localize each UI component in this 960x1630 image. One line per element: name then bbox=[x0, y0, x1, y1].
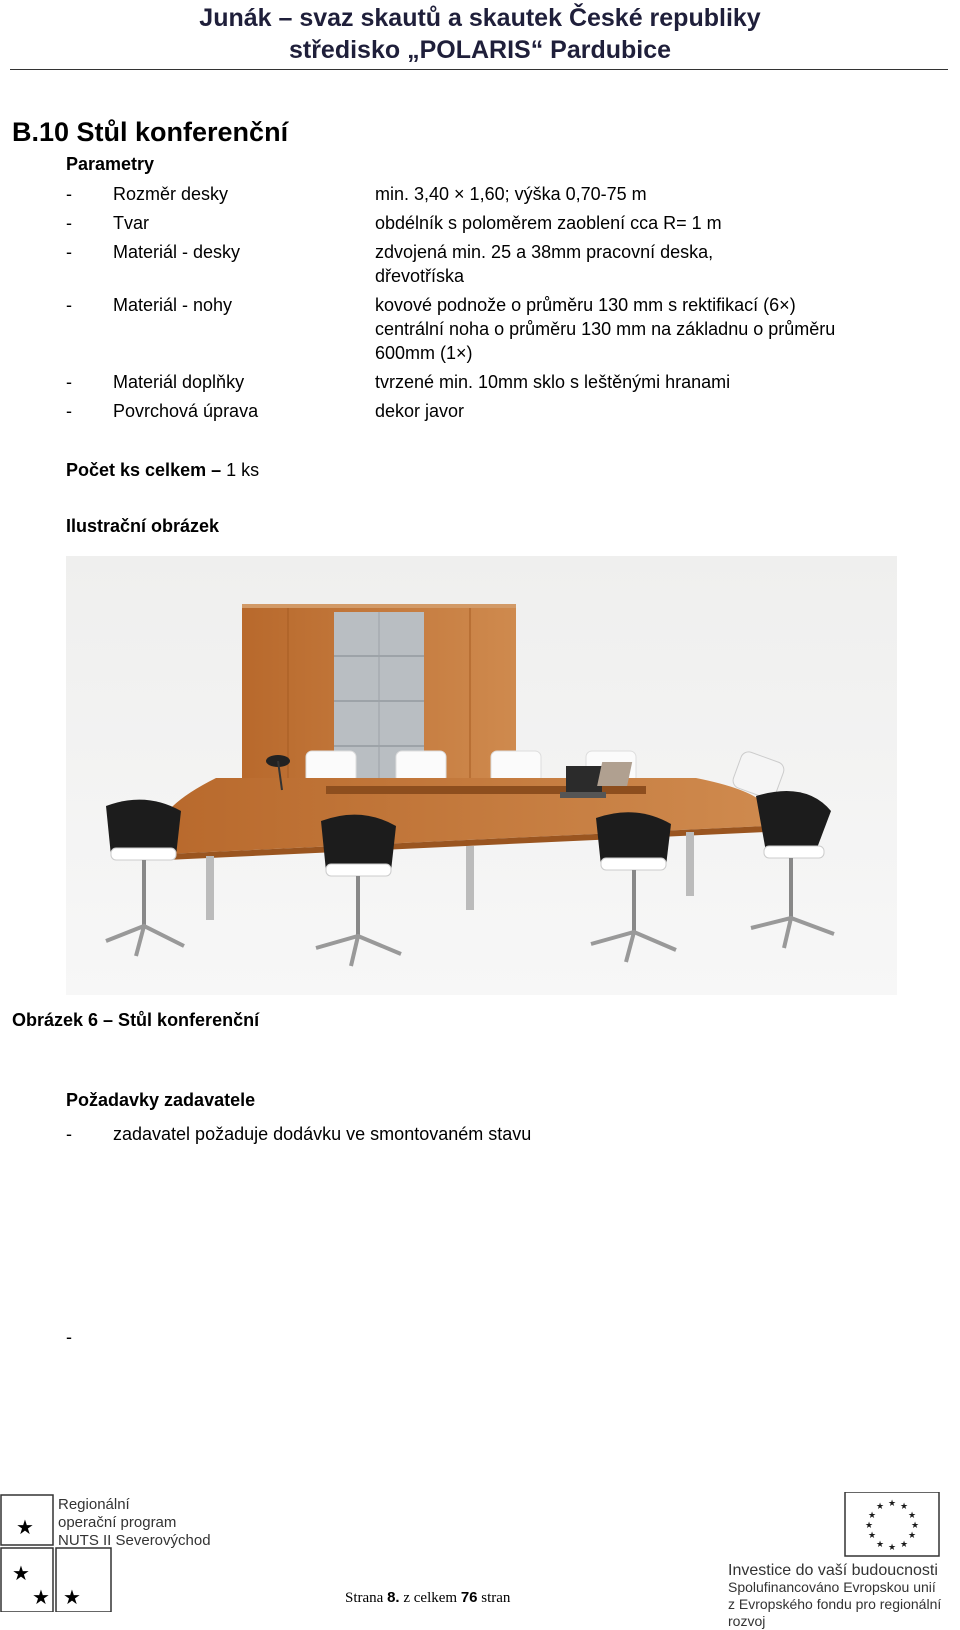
svg-text:★: ★ bbox=[12, 1561, 30, 1585]
param-value-cont: centrální noha o průměru 130 mm na základnu o průměru bbox=[375, 319, 836, 339]
svg-text:★: ★ bbox=[907, 1531, 917, 1541]
rop-line: NUTS II Severovýchod bbox=[58, 1532, 211, 1549]
svg-text:★: ★ bbox=[887, 1499, 897, 1509]
page-total: 76 bbox=[460, 1589, 478, 1606]
svg-text:★: ★ bbox=[867, 1511, 877, 1521]
svg-text:★: ★ bbox=[899, 1502, 909, 1512]
requirement-text: zadavatel požaduje dodávku ve smontovaném stavu bbox=[113, 1124, 532, 1144]
illustration-heading: Ilustrační obrázek bbox=[66, 516, 220, 536]
param-dash: - bbox=[66, 372, 72, 392]
svg-text:★: ★ bbox=[907, 1511, 917, 1521]
rop-line: operační program bbox=[58, 1514, 177, 1531]
param-dash: - bbox=[66, 295, 72, 315]
param-value: kovové podnože o průměru 130 mm s rektifikací (6×) bbox=[375, 295, 796, 315]
eu-line: Spolufinancováno Evropskou unií bbox=[728, 1579, 936, 1595]
svg-text:★: ★ bbox=[875, 1540, 885, 1550]
requirement-dash: - bbox=[66, 1124, 72, 1144]
svg-text:★: ★ bbox=[899, 1540, 909, 1550]
eu-line: z Evropského fondu pro regionální rozvoj bbox=[728, 1596, 942, 1629]
stray-dash: - bbox=[66, 1327, 72, 1347]
rop-line: Regionální bbox=[58, 1496, 130, 1513]
param-value: dekor javor bbox=[375, 401, 465, 421]
page-middle: z celkem bbox=[403, 1590, 458, 1606]
param-value-cont: 600mm (1×) bbox=[375, 343, 473, 363]
count-line bbox=[66, 458, 259, 482]
svg-text:★: ★ bbox=[63, 1585, 81, 1609]
rop-logo bbox=[0, 1492, 215, 1612]
param-value: tvrzené min. 10mm sklo s leštěnými hranami bbox=[375, 372, 731, 392]
page-suffix: stran bbox=[481, 1590, 511, 1606]
header-unit: středisko „POLARIS“ Pardubice bbox=[288, 36, 672, 64]
param-label: Materiál doplňky bbox=[113, 372, 245, 392]
page-prefix: Strana bbox=[345, 1590, 384, 1606]
page-number bbox=[345, 1589, 510, 1607]
eu-logo bbox=[700, 1492, 960, 1629]
header-organization: Junák – svaz skautů a skautek České republiky bbox=[199, 4, 761, 32]
param-dash: - bbox=[66, 184, 72, 204]
param-label: Materiál - nohy bbox=[113, 295, 233, 315]
count-label: Počet ks celkem – bbox=[66, 460, 222, 480]
param-value-cont: dřevotříska bbox=[375, 266, 465, 286]
svg-text:★: ★ bbox=[910, 1521, 920, 1531]
count-value: 1 ks bbox=[226, 460, 260, 480]
requirements-heading: Požadavky zadavatele bbox=[66, 1090, 256, 1110]
param-label: Tvar bbox=[113, 213, 149, 233]
param-value: obdélník s poloměrem zaoblení cca R= 1 m bbox=[375, 213, 722, 233]
eu-line: Investice do vaší budoucnosti bbox=[728, 1562, 938, 1579]
param-dash: - bbox=[66, 213, 72, 233]
svg-text:★: ★ bbox=[867, 1531, 877, 1541]
header-rule bbox=[10, 69, 948, 70]
figure-caption: Obrázek 6 – Stůl konferenční bbox=[12, 1010, 260, 1030]
param-dash: - bbox=[66, 401, 72, 421]
svg-text:★: ★ bbox=[32, 1585, 50, 1609]
param-label: Povrchová úprava bbox=[113, 401, 259, 421]
conference-table-photo bbox=[66, 556, 897, 995]
param-dash: - bbox=[66, 242, 72, 262]
param-value: zdvojená min. 25 a 38mm pracovní deska, bbox=[375, 242, 714, 262]
section-title: B.10 Stůl konferenční bbox=[12, 117, 289, 147]
svg-text:★: ★ bbox=[887, 1543, 897, 1553]
param-label: Rozměr desky bbox=[113, 184, 229, 204]
svg-text:★: ★ bbox=[16, 1515, 34, 1539]
page-current: 8. bbox=[387, 1589, 400, 1606]
params-heading: Parametry bbox=[66, 154, 155, 174]
param-value: min. 3,40 × 1,60; výška 0,70-75 m bbox=[375, 184, 647, 204]
svg-text:★: ★ bbox=[875, 1502, 885, 1512]
svg-text:★: ★ bbox=[864, 1521, 874, 1531]
param-label: Materiál - desky bbox=[113, 242, 241, 262]
